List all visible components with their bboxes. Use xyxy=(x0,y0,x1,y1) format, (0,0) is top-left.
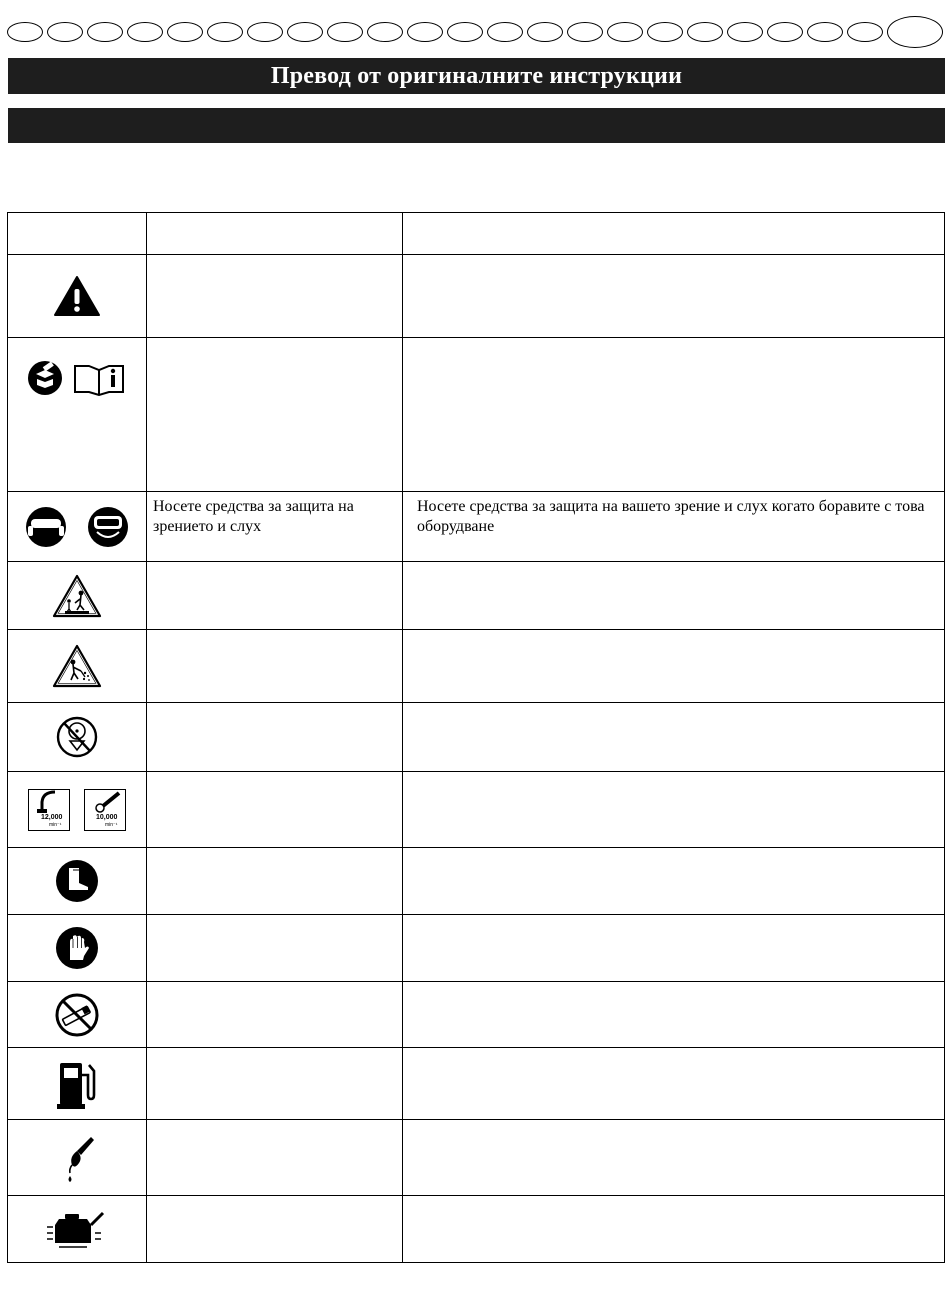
language-tabs xyxy=(7,16,945,48)
fuel-pump-icon xyxy=(56,1057,98,1111)
table-header-row xyxy=(8,213,945,255)
language-tab[interactable] xyxy=(767,22,803,42)
symbol-description xyxy=(403,848,945,915)
language-tab[interactable] xyxy=(487,22,523,42)
language-tab[interactable] xyxy=(287,22,323,42)
table-row xyxy=(8,630,945,703)
language-tab[interactable] xyxy=(447,22,483,42)
symbol-description xyxy=(403,630,945,703)
language-tab[interactable] xyxy=(847,22,883,42)
symbol-name xyxy=(147,1120,403,1196)
table-row xyxy=(8,255,945,338)
read-manual-icon xyxy=(27,360,127,396)
max-speed-icon xyxy=(28,789,126,831)
language-tab[interactable] xyxy=(207,22,243,42)
language-tab[interactable] xyxy=(407,22,443,42)
language-tab[interactable] xyxy=(247,22,283,42)
speed-unit: min⁻¹ xyxy=(49,821,62,828)
fuel-can-icon xyxy=(45,1207,109,1251)
thrown-objects-icon xyxy=(51,643,103,689)
symbol-name xyxy=(147,1048,403,1120)
symbol-name xyxy=(147,1196,403,1263)
blade-head-icon xyxy=(84,789,126,831)
symbol-name xyxy=(147,255,403,338)
language-tab[interactable] xyxy=(7,22,43,42)
table-row xyxy=(8,492,945,562)
language-tab[interactable] xyxy=(687,22,723,42)
symbol-description xyxy=(403,1048,945,1120)
table-row xyxy=(8,982,945,1048)
table-row xyxy=(8,915,945,982)
symbol-name xyxy=(147,338,403,492)
language-tab[interactable] xyxy=(47,22,83,42)
header-cell xyxy=(147,213,403,255)
table-row xyxy=(8,1120,945,1196)
safety-gloves-icon xyxy=(55,926,99,970)
symbol-description xyxy=(403,1196,945,1263)
symbol-description: Носете средства за защита на вашето зрение и слух когато боравите с това оборудване xyxy=(403,492,945,562)
table-row xyxy=(8,562,945,630)
language-tab[interactable] xyxy=(167,22,203,42)
symbol-description xyxy=(403,338,945,492)
symbol-name xyxy=(147,915,403,982)
speed-label: 10,000 xyxy=(96,813,118,821)
symbol-name xyxy=(147,703,403,772)
language-tab[interactable] xyxy=(647,22,683,42)
eye-ear-protection-icon xyxy=(25,506,129,548)
symbol-description xyxy=(403,1120,945,1196)
table-row xyxy=(8,703,945,772)
trimmer-head-icon xyxy=(28,789,70,831)
language-tab[interactable] xyxy=(727,22,763,42)
symbol-description xyxy=(403,982,945,1048)
speed-unit: min⁻¹ xyxy=(105,821,118,828)
language-tab[interactable] xyxy=(527,22,563,42)
language-tab[interactable] xyxy=(607,22,643,42)
symbol-name xyxy=(147,772,403,848)
section-header-bar xyxy=(8,108,945,143)
language-tab-active[interactable] xyxy=(887,16,943,48)
bystanders-distance-icon xyxy=(51,573,103,619)
speed-label: 12,000 xyxy=(41,813,63,821)
symbol-name xyxy=(147,982,403,1048)
symbol-name xyxy=(147,848,403,915)
symbol-description xyxy=(403,703,945,772)
header-cell xyxy=(8,213,147,255)
table-row xyxy=(8,1048,945,1120)
symbol-description xyxy=(403,772,945,848)
symbols-table xyxy=(7,212,945,1263)
language-tab[interactable] xyxy=(327,22,363,42)
symbol-name xyxy=(147,562,403,630)
safety-boots-icon xyxy=(55,859,99,903)
symbol-description xyxy=(403,915,945,982)
header-cell xyxy=(403,213,945,255)
table-row xyxy=(8,338,945,492)
oil-drop-icon xyxy=(57,1131,97,1185)
no-saw-blade-icon xyxy=(55,715,99,759)
language-tab[interactable] xyxy=(367,22,403,42)
language-tab[interactable] xyxy=(807,22,843,42)
symbol-name: Носете средства за защита на зрението и слух xyxy=(147,492,403,562)
symbol-description xyxy=(403,562,945,630)
language-tab[interactable] xyxy=(567,22,603,42)
table-row xyxy=(8,848,945,915)
page-title: Превод от оригиналните инструкции xyxy=(8,58,945,94)
language-tab[interactable] xyxy=(87,22,123,42)
table-row xyxy=(8,1196,945,1263)
language-tab[interactable] xyxy=(127,22,163,42)
warning-triangle-icon xyxy=(53,275,101,317)
table-row xyxy=(8,772,945,848)
symbol-name xyxy=(147,630,403,703)
symbol-description xyxy=(403,255,945,338)
no-smoking-icon xyxy=(54,992,100,1038)
